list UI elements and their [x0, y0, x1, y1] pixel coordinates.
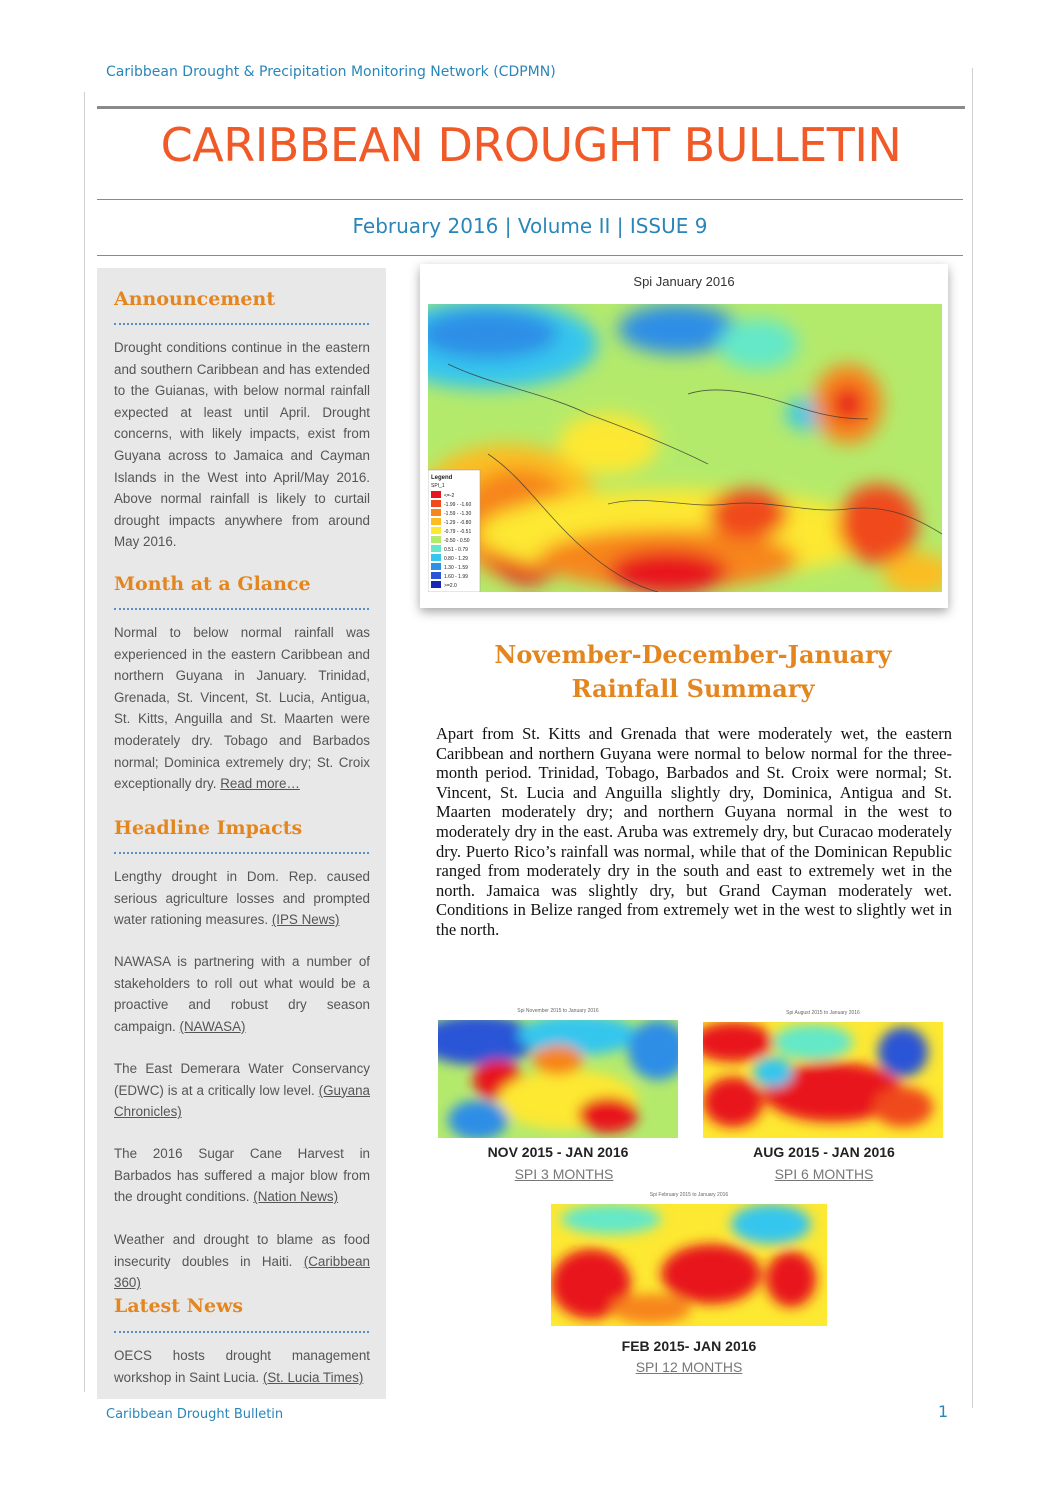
legend-label: 1.30 - 1.59 [444, 565, 468, 571]
legend-swatch [431, 563, 441, 570]
sidebar [97, 268, 386, 1399]
caption-6-month: AUG 2015 - JAN 2016 [753, 1144, 895, 1160]
legend-label: 0.51 - 0.79 [444, 547, 468, 553]
spi-12-month-map [551, 1204, 827, 1326]
nawasa-link[interactable]: (NAWASA) [179, 1018, 246, 1034]
announcement-text: Drought conditions continue in the eastern and southern Caribbean and has extended to the Guianas, with below normal rainfall expected at least until April. Drought concerns, with likely impacts, exist from Guyana across to Jamaica and Cayman Islands in the West into April/May 2016. Above normal rainfall is likely to curtail drought impacts anywhere from around May 2016. [114, 340, 370, 550]
legend-swatch [431, 491, 441, 498]
announcement-heading: Announcement [114, 288, 276, 310]
legend-swatch [431, 500, 441, 507]
bulletin-title: CARIBBEAN DROUGHT BULLETIN [160, 118, 902, 172]
top-divider [97, 106, 965, 109]
impact-text: Weather and drought to blame as food insecurity doubles in Haiti. [114, 1232, 370, 1269]
ips-news-link[interactable]: (IPS News) [271, 912, 340, 928]
left-margin-line [84, 92, 85, 1392]
impacts-heading: Headline Impacts [114, 817, 303, 839]
summary-title-line1: November-December-January [494, 640, 892, 669]
impact-item [114, 1229, 370, 1294]
legend-swatch [431, 509, 441, 516]
summary-text: Apart from St. Kitts and Grenada that were moderately wet, the eastern Caribbean and northern Guyana were normal to below normal for the three-month period. Trinidad, Tobago, Barbados and St. Croix were normal; St. Vincent, St. Lucia and Anguilla slightly dry, Dominica, Antigua and St. Maarten moderately dry; and northern Guyana normal in the west to moderately dry in the east. Aruba was extremely dry, but Curacao moderately dry. Puerto Rico’s rainfall was normal, while that of the Dominican Republic ranged from moderately dry in the south and east to extremely wet in the north. Jamaica was slightly dry, but Grand Cayman moderately wet. Conditions in Belize ranged from extremely wet in the west to slightly wet in the north. [436, 724, 952, 939]
news-text: OECS hosts drought management workshop in Saint Lucia. [114, 1348, 370, 1385]
map-title: Spi January 2016 [633, 274, 735, 289]
impact-text: Lengthy drought in Dom. Rep. caused serious agriculture losses and prompted water rationing measures. [114, 869, 370, 928]
small-map-title: Spi February 2015 to January 2016 [649, 1192, 729, 1198]
legend-label: -1.59 - -1.30 [444, 511, 472, 517]
dotted-divider [114, 1331, 369, 1333]
legend-swatch [431, 572, 441, 579]
small-map-title: Spi November 2015 to January 2016 [517, 1008, 599, 1014]
page-number: 1 [938, 1402, 949, 1421]
issue-divider [97, 255, 963, 256]
st-lucia-times-link[interactable]: (St. Lucia Times) [262, 1369, 364, 1385]
spi-6-month-map [703, 1022, 943, 1138]
summary-title [420, 638, 966, 706]
caption-12-month: FEB 2015- JAN 2016 [621, 1338, 757, 1354]
right-margin-line [972, 68, 973, 1408]
impact-item [114, 866, 370, 931]
legend-swatch [431, 545, 441, 552]
small-map-12-month [551, 1192, 827, 1332]
legend-label: <=-2 [444, 493, 455, 499]
legend-label: -0.50 - 0.50 [444, 538, 470, 544]
small-map-3-month [438, 1008, 678, 1138]
spi-3-months-link[interactable]: SPI 3 MONTHS [514, 1166, 614, 1182]
legend-swatch [431, 581, 441, 588]
legend-label: -1.99 - -1.60 [444, 502, 472, 508]
spi-january-map-card [420, 264, 948, 608]
spi-field [428, 304, 942, 592]
news-heading: Latest News [114, 1295, 244, 1317]
impact-text: The East Demerara Water Conservancy (EDWC) is at a critically low level. [114, 1061, 370, 1098]
spi-january-map [428, 304, 942, 592]
footer-label: Caribbean Drought Bulletin [106, 1407, 284, 1422]
glance-heading: Month at a Glance [114, 573, 311, 595]
glance-body: Normal to below normal rainfall was experienced in the eastern Caribbean and northern Guyana in January. Trinidad, Grenada, St. Vincent, St. Lucia, Antigua, St. Kitts, Anguilla and St. Maarten were moderately dry. Tobago and Barbados normal; Dominica extremely dry; St. Croix exceptionally dry. [114, 625, 370, 792]
legend-label: 0.80 - 1.29 [444, 556, 468, 562]
legend-swatch [431, 527, 441, 534]
legend-label: -1.29 - -0.80 [444, 520, 472, 526]
caption-3-month: NOV 2015 - JAN 2016 [487, 1144, 629, 1160]
spi-12-months-link[interactable]: SPI 12 MONTHS [635, 1359, 743, 1375]
nation-news-link[interactable]: (Nation News) [253, 1189, 339, 1205]
impact-item [114, 1058, 370, 1123]
spi-3-month-map [438, 1020, 678, 1138]
dotted-divider [114, 608, 369, 610]
dotted-divider [114, 323, 369, 325]
legend-title: Legend [431, 475, 453, 481]
news-item [114, 1345, 370, 1388]
title-divider [97, 199, 963, 200]
small-map-6-month [703, 1010, 943, 1140]
legend-swatch [431, 518, 441, 525]
legend-label: >=2.0 [444, 583, 457, 589]
spi-6-months-link[interactable]: SPI 6 MONTHS [774, 1166, 874, 1182]
legend-label: -0.79 - -0.51 [444, 529, 472, 535]
caribbean-360-link[interactable]: (Caribbean 360) [114, 1253, 370, 1291]
impact-text: The 2016 Sugar Cane Harvest in Barbados has suffered a major blow from the drought conditions. [114, 1146, 370, 1205]
issue-line: February 2016 | Volume II | ISSUE 9 [352, 214, 708, 238]
impact-text: NAWASA is partnering with a number of stakeholders to roll out what would be a proactive and robust dry season campaign. [114, 954, 370, 1034]
small-map-title: Spi August 2015 to January 2016 [786, 1010, 860, 1016]
legend-label: 1.60 - 1.99 [444, 574, 468, 580]
glance-text [114, 622, 370, 795]
network-name: Caribbean Drought & Precipitation Monitoring Network (CDPMN) [106, 64, 556, 80]
read-more-link[interactable]: Read more… [220, 776, 300, 792]
impact-item [114, 1143, 370, 1208]
map-legend [428, 470, 480, 592]
legend-swatch [431, 536, 441, 543]
legend-field: SPI_1 [431, 483, 445, 489]
legend-swatch [431, 554, 441, 561]
summary-title-line2: Rainfall Summary [571, 674, 815, 703]
impact-item [114, 951, 370, 1037]
dotted-divider [114, 852, 369, 854]
guyana-chronicles-link[interactable]: (Guyana Chronicles) [114, 1082, 370, 1120]
